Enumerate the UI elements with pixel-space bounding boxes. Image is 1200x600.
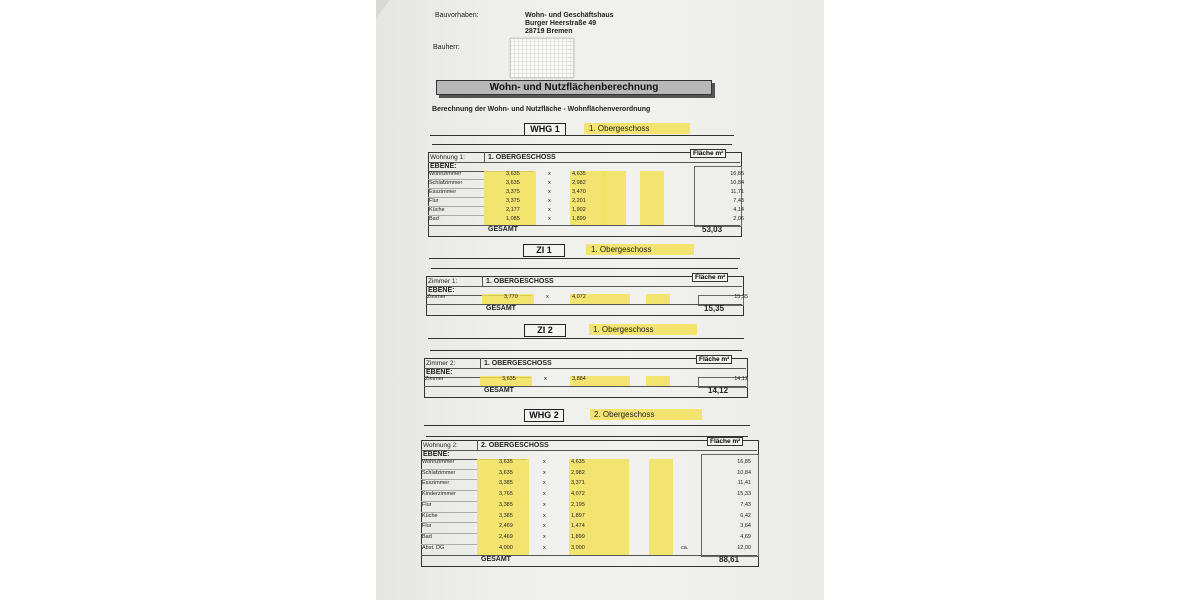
table-divider (421, 450, 757, 451)
times-sign: x (543, 523, 546, 530)
room-dimension-b: 2,982 (572, 180, 586, 186)
room-dimension-b: 3,000 (571, 544, 585, 551)
room-name: Kinderzimmer (422, 491, 456, 498)
room-name: Schlafzimmer (422, 469, 456, 476)
room-area: 3,64 (740, 523, 751, 530)
room-dimension-b: 1,899 (571, 533, 585, 540)
room-dimension-a: 3,385 (499, 501, 513, 508)
section-rule (430, 135, 734, 136)
room-area: 6,42 (740, 512, 751, 519)
room-dimension-a: 3,635 (502, 376, 516, 382)
room-name: Flur (422, 523, 432, 530)
room-dimension-a: 2,177 (506, 207, 520, 213)
floor-note: 1. Obergeschoss (591, 245, 652, 254)
times-sign: x (543, 480, 546, 487)
room-dimension-a: 1,085 (506, 216, 520, 222)
room-dimension-b: 4,072 (572, 294, 586, 300)
room-dimension-a: 3,385 (499, 512, 513, 519)
floor-note: 1. Obergeschoss (589, 124, 650, 133)
value-highlight (602, 171, 626, 225)
room-dimension-b: 1,474 (571, 523, 585, 530)
room-dimension-b: 2,982 (571, 469, 585, 476)
room-dimension-b: 3,371 (571, 480, 585, 487)
total-area: 15,35 (704, 304, 725, 313)
floor-note: 1. Obergeschoss (593, 325, 654, 334)
table-divider (484, 152, 485, 162)
room-area: 16,85 (737, 459, 751, 465)
section-rule (431, 268, 738, 269)
room-name: Wohnzimmer (429, 171, 462, 177)
table-divider (482, 276, 483, 286)
times-sign: x (543, 491, 546, 498)
bauvorhaben-label: Bauvorhaben: (435, 12, 479, 19)
room-dimension-a: 3,635 (506, 171, 520, 177)
page-corner-fold (376, 0, 390, 18)
flaeche-header: Fläche m² (692, 273, 728, 282)
total-area: 14,12 (708, 386, 729, 395)
section-rule (430, 350, 742, 351)
background-right (824, 0, 1200, 600)
bauvorhaben-line-2: Burger Heerstraße 49 (525, 20, 597, 27)
room-name: Bad (422, 533, 432, 540)
unit-label: Wohnung 2: (423, 442, 458, 449)
room-name: Flur (429, 198, 439, 204)
value-highlight (640, 171, 664, 225)
room-dimension-a: 2,469 (499, 523, 513, 530)
room-dimension-b: 3,470 (572, 189, 586, 195)
room-dimension-a: 3,635 (499, 469, 513, 476)
room-name: Wohnzimmer (422, 459, 455, 465)
floor-note: 2. Obergeschoss (594, 410, 655, 419)
value-highlight (606, 376, 630, 386)
room-name: Küche (422, 512, 438, 519)
room-area: 15,33 (737, 491, 751, 498)
room-name: Zimmer (425, 376, 444, 382)
value-highlight (646, 294, 670, 304)
room-dimension-a: 3,385 (499, 480, 513, 487)
times-sign: x (548, 198, 551, 204)
section-rule (432, 144, 732, 145)
times-sign: x (548, 207, 551, 213)
gesamt-label: GESAMT (488, 226, 518, 233)
bauherr-label: Bauherr: (433, 44, 460, 51)
times-sign: x (548, 189, 551, 195)
level-label: 1. OBERGESCHOSS (488, 154, 556, 161)
bauvorhaben-line-3: 28719 Bremen (525, 28, 573, 35)
value-highlight (649, 459, 673, 555)
room-area: 4,69 (740, 533, 751, 540)
room-area: 10,84 (730, 180, 744, 186)
section-rule (424, 425, 750, 426)
level-label: 2. OBERGESCHOSS (481, 442, 549, 449)
table-divider (428, 162, 740, 163)
table-divider (480, 358, 481, 368)
times-sign: x (543, 459, 546, 465)
room-dimension-a: 3,765 (499, 491, 513, 498)
gesamt-label: GESAMT (481, 556, 511, 564)
table-divider (426, 304, 742, 305)
times-sign: x (543, 469, 546, 476)
room-name: Zimmer (427, 294, 446, 300)
value-highlight (646, 376, 670, 386)
room-dimension-b: 1,902 (572, 207, 586, 213)
room-area: 7,43 (733, 198, 744, 204)
times-sign: x (543, 501, 546, 508)
ebene-label: EBENE: (426, 369, 453, 376)
section-code: ZI 1 (523, 244, 565, 257)
room-name: Flur (422, 501, 432, 508)
room-dimension-a: 2,469 (499, 533, 513, 540)
value-highlight (606, 294, 630, 304)
room-dimension-a: 3,375 (506, 198, 520, 204)
total-area: 53,03 (702, 225, 723, 234)
table-divider (421, 555, 757, 556)
room-dimension-b: 2,201 (572, 198, 586, 204)
room-dimension-b: 1,897 (571, 512, 585, 519)
ebene-label: EBENE: (423, 451, 450, 458)
room-dimension-a: 3,635 (499, 459, 513, 465)
times-sign: x (548, 216, 551, 222)
room-area: 15,35 (734, 294, 748, 300)
ebene-label: EBENE: (428, 287, 455, 294)
room-name: Esszimmer (422, 480, 450, 487)
section-code: WHG 1 (524, 123, 566, 136)
gesamt-label: GESAMT (486, 305, 516, 312)
room-dimension-b: 4,072 (571, 491, 585, 498)
gesamt-label: GESAMT (484, 387, 514, 394)
table-divider (428, 225, 740, 226)
unit-label: Zimmer 2: (426, 360, 456, 367)
level-label: 1. OBERGESCHOSS (484, 360, 552, 367)
flaeche-header: Fläche m² (707, 437, 743, 446)
room-dimension-b: 3,884 (572, 376, 586, 382)
room-dimension-b: 2,195 (571, 501, 585, 508)
room-area: 10,84 (737, 469, 751, 476)
room-area: 7,43 (740, 501, 751, 508)
flaeche-header: Fläche m² (696, 355, 732, 364)
room-dimension-a: 3,375 (506, 189, 520, 195)
table-divider (477, 440, 478, 450)
section-rule (428, 338, 744, 339)
room-name: Esszimmer (429, 189, 457, 195)
total-area: 88,61 (719, 555, 740, 565)
value-highlight (605, 459, 629, 555)
times-sign: x (543, 512, 546, 519)
times-sign: x (548, 171, 551, 177)
room-area: 14,12 (734, 376, 748, 382)
room-dimension-b: 4,635 (571, 459, 585, 465)
room-area: 2,06 (733, 216, 744, 222)
approx-note: ca. (681, 544, 689, 551)
room-area: 11,41 (737, 480, 751, 487)
room-area: 16,85 (730, 171, 744, 177)
room-name: Schlafzimmer (429, 180, 463, 186)
section-rule (429, 258, 740, 259)
level-label: 1. OBERGESCHOSS (486, 278, 554, 285)
section-rule (426, 436, 748, 437)
times-sign: x (546, 294, 549, 300)
ebene-label: EBENE: (430, 163, 457, 170)
times-sign: x (548, 180, 551, 186)
room-area: 4,14 (733, 207, 744, 213)
room-dimension-a: 4,000 (499, 544, 513, 551)
bauvorhaben-line-1: Wohn- und Geschäftshaus (525, 12, 614, 19)
room-name: Küche (429, 207, 445, 213)
table-divider (426, 286, 742, 287)
section-code: ZI 2 (524, 324, 566, 337)
room-dimension-a: 3,770 (504, 294, 518, 300)
document-title: Wohn- und Nutzflächenberechnung (436, 80, 712, 95)
times-sign: x (544, 376, 547, 382)
unit-label: Zimmer 1: (428, 278, 458, 285)
room-name: Bad (429, 216, 439, 222)
document-page (376, 0, 824, 600)
document-subtitle: Berechnung der Wohn- und Nutzfläche - Wohnflächenverordnung (432, 106, 651, 113)
table-divider (424, 386, 746, 387)
room-dimension-a: 3,635 (506, 180, 520, 186)
times-sign: x (543, 544, 546, 551)
flaeche-header: Fläche m² (690, 149, 726, 158)
room-name: Abst. DG (422, 544, 445, 551)
room-area: 11,71 (730, 189, 744, 195)
times-sign: x (543, 533, 546, 540)
section-code: WHG 2 (524, 409, 564, 422)
unit-label: Wohnung 1: (430, 154, 465, 161)
room-dimension-b: 4,635 (572, 171, 586, 177)
redaction-sticker (510, 38, 574, 78)
table-divider (424, 368, 746, 369)
background-left (0, 0, 376, 600)
room-dimension-b: 1,899 (572, 216, 586, 222)
room-area: 12,00 (737, 544, 751, 551)
